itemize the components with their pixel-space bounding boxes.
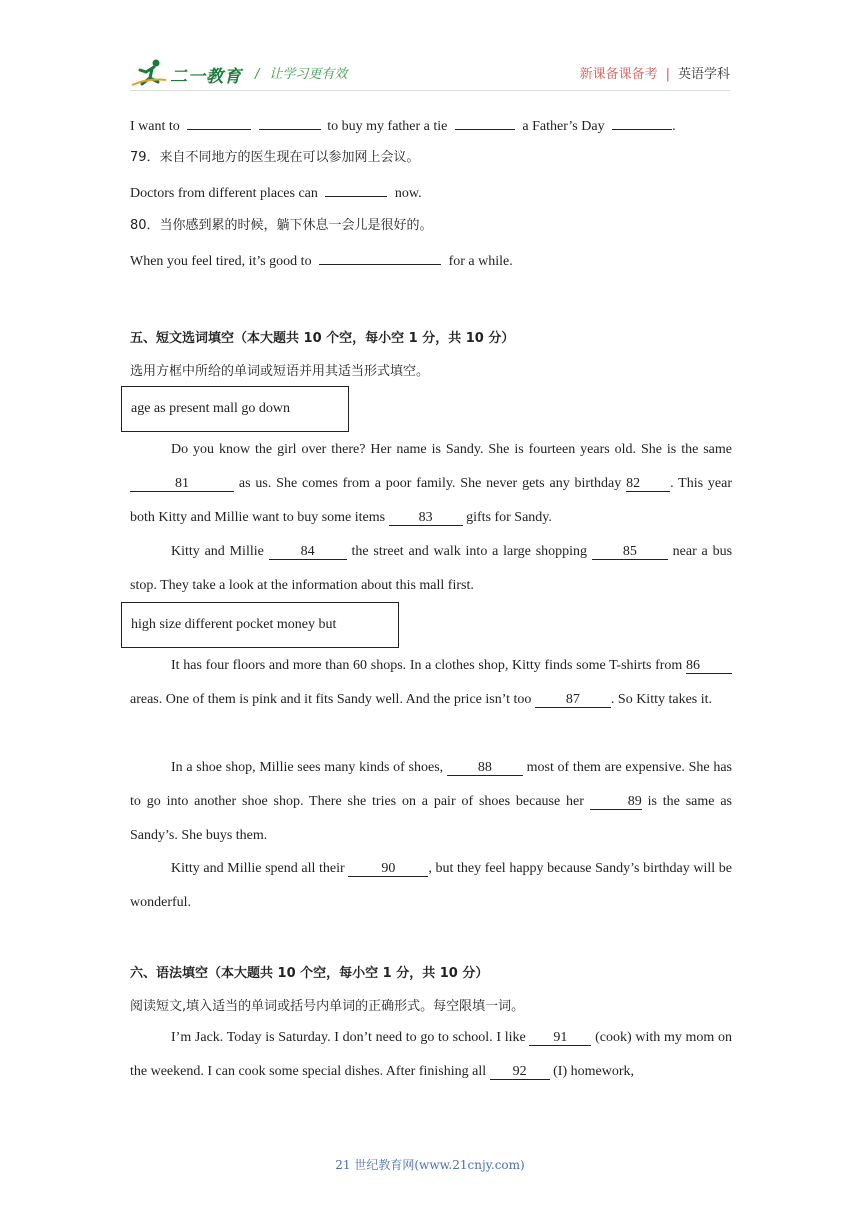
question-80-english: When you feel tired, it’s good to for a while. (130, 249, 513, 270)
header-subject: 英语学科 (677, 67, 730, 82)
word-box-1-text: age as present mall go down (131, 401, 291, 416)
header-right (580, 63, 730, 82)
answer-blank[interactable] (319, 249, 441, 265)
blank-90[interactable]: 90 (348, 861, 428, 877)
blank-85[interactable]: 85 (592, 544, 668, 560)
blank-91[interactable]: 91 (529, 1030, 591, 1046)
word-box-1 (121, 386, 349, 432)
question-79-english: Doctors from different places can now. (130, 181, 422, 202)
header-slogan: / 让学习更有效 (255, 67, 348, 82)
blank-88[interactable]: 88 (447, 760, 523, 776)
word-box-2 (121, 602, 399, 648)
blank-87[interactable]: 87 (535, 692, 611, 708)
section-6-heading: 六、语法填空（本大题共 10 个空，每小空 1 分，共 10 分） (130, 966, 489, 981)
section-5-paragraph-2: Kitty and Millie 84 the street and walk into a large shopping 85 near a bus stop. They take a look at the information about this mall first. (130, 544, 733, 593)
logo-text: 二一教育 (170, 67, 242, 87)
section-5-paragraph-3: It has four floors and more than 60 shops. In a clothes shop, Kitty finds some T-shirts from 86 areas. One of them is pink and it fits Sandy well. And the price isn’t too 87 . So Kitty takes it. (130, 649, 732, 717)
page-header (130, 56, 730, 92)
header-course-title: 新课备课备考 (579, 67, 658, 82)
answer-blank[interactable] (612, 114, 672, 130)
answer-blank[interactable] (455, 114, 515, 130)
header-separator: | (665, 67, 670, 82)
section-5-paragraph-5: Kitty and Millie spend all their 90 , but they feel happy because Sandy’s birthday will be wonderful. (130, 861, 732, 910)
answer-blank[interactable] (187, 114, 251, 130)
page-footer: 21 世纪教育网(www.21cnjy.com) (335, 1158, 525, 1172)
section-5-paragraph-4: In a shoe shop, Millie sees many kinds of shoes, 88 most of them are expensive. She has to go into another shoe shop. There she tries on a pair of shoes because her 89 is the same as Sandy’s. She buys them. (130, 760, 733, 843)
answer-blank[interactable] (325, 181, 387, 197)
blank-89[interactable]: 89 (590, 794, 642, 810)
question-80-chinese: 80．当你感到累的时候，躺下休息一会儿是很好的。 (130, 218, 433, 233)
section-5-instruction: 选用方框中所给的单词或短语并用其适当形式填空。 (130, 364, 430, 379)
header-divider (130, 90, 730, 91)
section-6-instruction: 阅读短文,填入适当的单词或括号内单词的正确形式。每空限填一词。 (130, 999, 525, 1014)
question-79-chinese: 79．来自不同地方的医生现在可以参加网上会议。 (130, 150, 420, 165)
section-6-paragraph-1: I’m Jack. Today is Saturday. I don’t need to go to school. I like 91 (cook) with my mom on the weekend. I can cook some special dishes. After finishing all 92 (I) homework, (130, 1030, 732, 1079)
sentence-78: I want to to buy my father a tie a Father’s Day . (130, 114, 676, 135)
section-5-heading: 五、短文选词填空（本大题共 10 个空，每小空 1 分，共 10 分） (130, 331, 515, 346)
blank-81[interactable]: 81 (130, 476, 234, 492)
answer-blank[interactable] (259, 114, 321, 130)
blank-92[interactable]: 92 (490, 1064, 550, 1080)
blank-84[interactable]: 84 (269, 544, 347, 560)
blank-82[interactable]: 82 (626, 476, 670, 492)
section-5-paragraph-1: Do you know the girl over there? Her name is Sandy. She is fourteen years old. She is the same 81 as us. She comes from a poor family. She never gets any birthday 82 . This year both Kitty and Millie want to buy some items 83 gifts for Sandy. (130, 442, 732, 525)
running-figure-logo-icon (130, 58, 168, 88)
blank-86[interactable]: 86 (686, 658, 732, 674)
blank-83[interactable]: 83 (389, 510, 463, 526)
word-box-2-text: high size different pocket money but (131, 617, 337, 632)
